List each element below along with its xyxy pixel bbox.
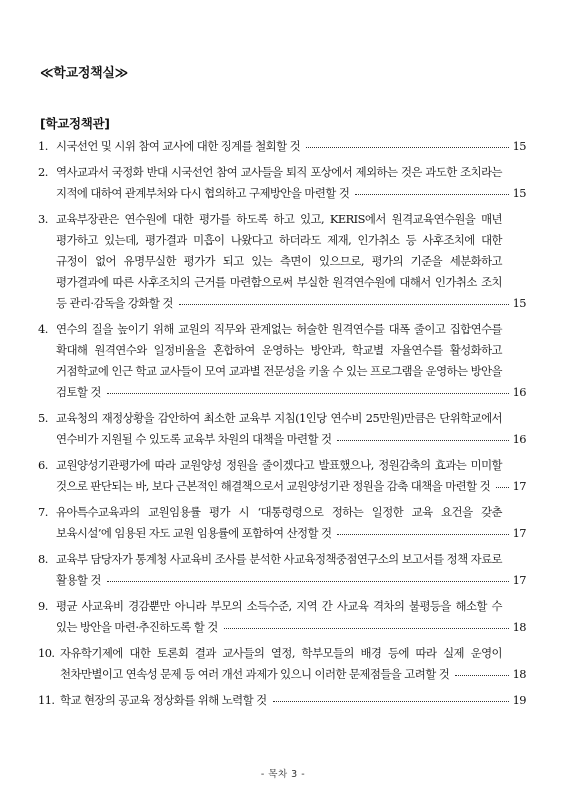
toc-item-page: 19 [512,693,526,707]
toc-item [38,162,526,204]
toc-item-number: 7. [38,505,48,519]
toc-item [38,596,526,638]
toc-item-page: 18 [512,620,526,634]
toc-item-title: 교육부장관은 연수원에 대한 평가를 하도록 하고 있고, KERIS에서 원격교육연수원을 매년 평가하고 있는데, 평가결과 미흡이 나왔다고 하더라도 제재, 인가취소 등 사후조치에 대한 규정이 없어 유명무실한 평가가 되고 있는 측면이 있으므로, 평가의 기준을 세분화하고 평가결과에 따른 사후조치의 근거를 마련함으로써 부실한 원격연수원에 대해서 인가취소 조치 등 관리·감독을 강화할 것 [56,212,502,310]
toc-item-number: 8. [38,552,48,566]
toc-item-text [38,162,526,204]
toc-item-text [38,408,526,450]
toc-item-text [38,690,526,711]
toc-item-title: 교육청의 재정상황을 감안하여 최소한 교육부 지침(1인당 연수비 25만원)만큼은 단위학교에서 연수비가 지원될 수 있도록 교육부 차원의 대책을 마련할 것 [56,411,502,446]
toc-item-title: 교원양성기관평가에 따라 교원양성 정원을 줄이겠다고 발표했으나, 정원감축의 효과는 미미할 것으로 판단되는 바, 보다 근본적인 해결책으로서 교원양성기관 정원을 감축 대책을 마련할 것 [56,458,502,493]
toc-item-page: 16 [512,385,526,399]
toc-item-page: 15 [512,139,526,153]
toc-item-title: 시국선언 및 시위 참여 교사에 대한 징계를 철회할 것 [56,139,301,153]
toc-item-text [38,596,526,638]
table-of-contents [38,136,526,716]
toc-item-number: 2. [38,165,48,179]
toc-item-number: 11. [38,693,55,707]
toc-item-page: 16 [512,432,526,446]
toc-item-title: 교육부 담당자가 통계청 사교육비 조사를 분석한 사교육정책중점연구소의 보고서를 정책 자료로 활용할 것 [56,552,502,587]
toc-item-number: 5. [38,411,48,425]
toc-item-page: 18 [512,667,526,681]
toc-item-text [38,455,526,497]
toc-item [38,136,526,157]
toc-item-number: 4. [38,322,48,336]
toc-item [38,690,526,711]
toc-item-number: 9. [38,599,48,613]
toc-item [38,643,526,685]
toc-item-page: 15 [512,296,526,310]
toc-item [38,408,526,450]
toc-item [38,319,526,403]
toc-item-page: 17 [512,526,526,540]
toc-item-text [38,643,526,685]
toc-item-number: 1. [38,139,48,153]
toc-item [38,502,526,544]
toc-item-page: 17 [512,479,526,493]
toc-item-title: 학교 현장의 공교육 정상화를 위해 노력할 것 [60,693,267,707]
toc-item-page: 15 [512,186,526,200]
toc-item-number: 6. [38,458,48,472]
toc-item-title: 연수의 질을 높이기 위해 교원의 직무와 관계없는 허술한 원격연수를 대폭 줄이고 집합연수를 확대해 원격연수와 일정비율을 혼합하여 운영하는 방안과, 학교별 자율연수를 활성화하고 거점학교에 인근 학교 교사들이 모여 교과별 전문성을 키울 수 있는 프로그램을 운영하는 방안을 검토할 것 [56,322,502,399]
toc-item-title: 역사교과서 국정화 반대 시국선언 참여 교사들을 퇴직 포상에서 제외하는 것은 과도한 조치라는 지적에 대하여 관계부처와 다시 협의하고 구제방안을 마련할 것 [56,165,502,200]
toc-item-title: 자유학기제에 대한 토론회 결과 교사들의 열정, 학부모들의 배경 등에 따라 실제 운영이 천차만별이고 연속성 문제 등 여러 개선 과제가 있으니 이러한 문제점들을 고려할 것 [60,646,502,681]
toc-item [38,549,526,591]
toc-item-title: 유아특수교육과의 교원임용률 평가 시 ‘대통령령으로 정하는 일정한 교육 요건을 갖춘 보육시설’에 임용된 자도 교원 임용률에 포함하여 산정할 것 [56,505,502,540]
section-title: ≪학교정책실≫ [40,66,128,81]
toc-item-text [38,209,526,314]
toc-item-text [38,502,526,544]
page-footer: - 목차 3 - [260,769,306,780]
toc-item [38,455,526,497]
toc-item-number: 10. [38,646,55,660]
toc-item-text [38,319,526,403]
toc-item [38,209,526,314]
toc-item-text [38,136,526,157]
toc-item-number: 3. [38,212,48,226]
toc-item-text [38,549,526,591]
toc-item-page: 17 [512,573,526,587]
subsection-title: [학교정책관] [40,116,110,131]
toc-item-title: 평균 사교육비 경감뿐만 아니라 부모의 소득수준, 지역 간 사교육 격차의 불평등을 해소할 수 있는 방안을 마련·추진하도록 할 것 [56,599,502,634]
